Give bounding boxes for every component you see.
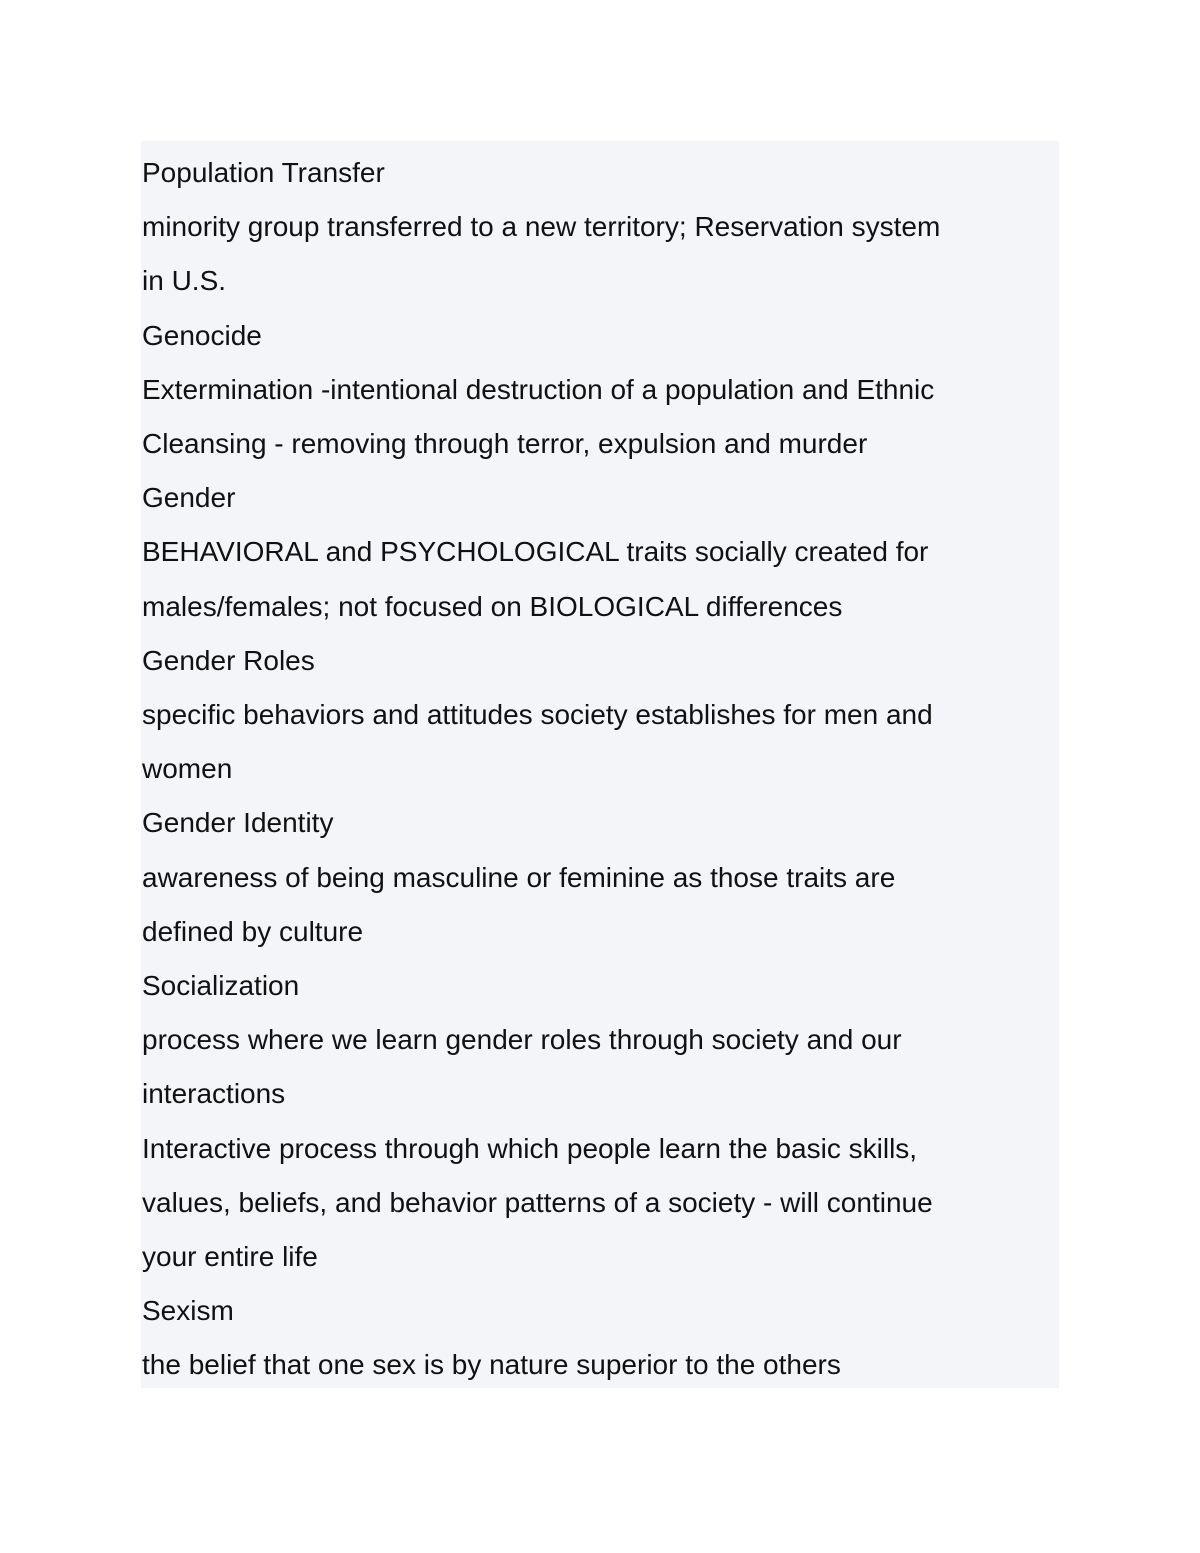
term-population-transfer: Population Transfer bbox=[142, 157, 385, 188]
definition-line: women bbox=[142, 753, 233, 785]
term-gender: Gender bbox=[142, 482, 236, 514]
flashcard-text-block bbox=[141, 141, 1059, 1388]
definition-line: Extermination -intentional destruction of a population and Ethnic bbox=[142, 373, 935, 405]
definition-line: minority group transferred to a new territory; Reservation system bbox=[142, 211, 941, 243]
term-socialization: Socialization bbox=[142, 970, 300, 1002]
term-gender-identity: Gender Identity bbox=[142, 807, 334, 839]
definition-line: process where we learn gender roles through society and our bbox=[142, 1024, 902, 1056]
term-genocide: Genocide bbox=[142, 319, 262, 351]
term-sexism: Sexism bbox=[142, 1295, 234, 1327]
definition-line: BEHAVIORAL and PSYCHOLOGICAL traits socially created for bbox=[142, 536, 929, 568]
definition-line: interactions bbox=[142, 1078, 286, 1110]
definition-line: the belief that one sex is by nature superior to the others bbox=[142, 1349, 841, 1381]
definition-line: defined by culture bbox=[142, 915, 364, 947]
definition-line: your entire life bbox=[142, 1241, 318, 1273]
definition-line: males/females; not focused on BIOLOGICAL differences bbox=[142, 590, 843, 622]
definition-line: specific behaviors and attitudes society establishes for men and bbox=[142, 699, 933, 731]
definition-line: awareness of being masculine or feminine as those traits are bbox=[142, 861, 896, 893]
definition-line: Interactive process through which people learn the basic skills, bbox=[142, 1132, 918, 1164]
definition-line: in U.S. bbox=[142, 265, 227, 297]
term-gender-roles: Gender Roles bbox=[142, 644, 315, 676]
definition-line: values, beliefs, and behavior patterns of a society - will continue bbox=[142, 1186, 933, 1218]
definition-line: Cleansing - removing through terror, expulsion and murder bbox=[142, 428, 868, 460]
